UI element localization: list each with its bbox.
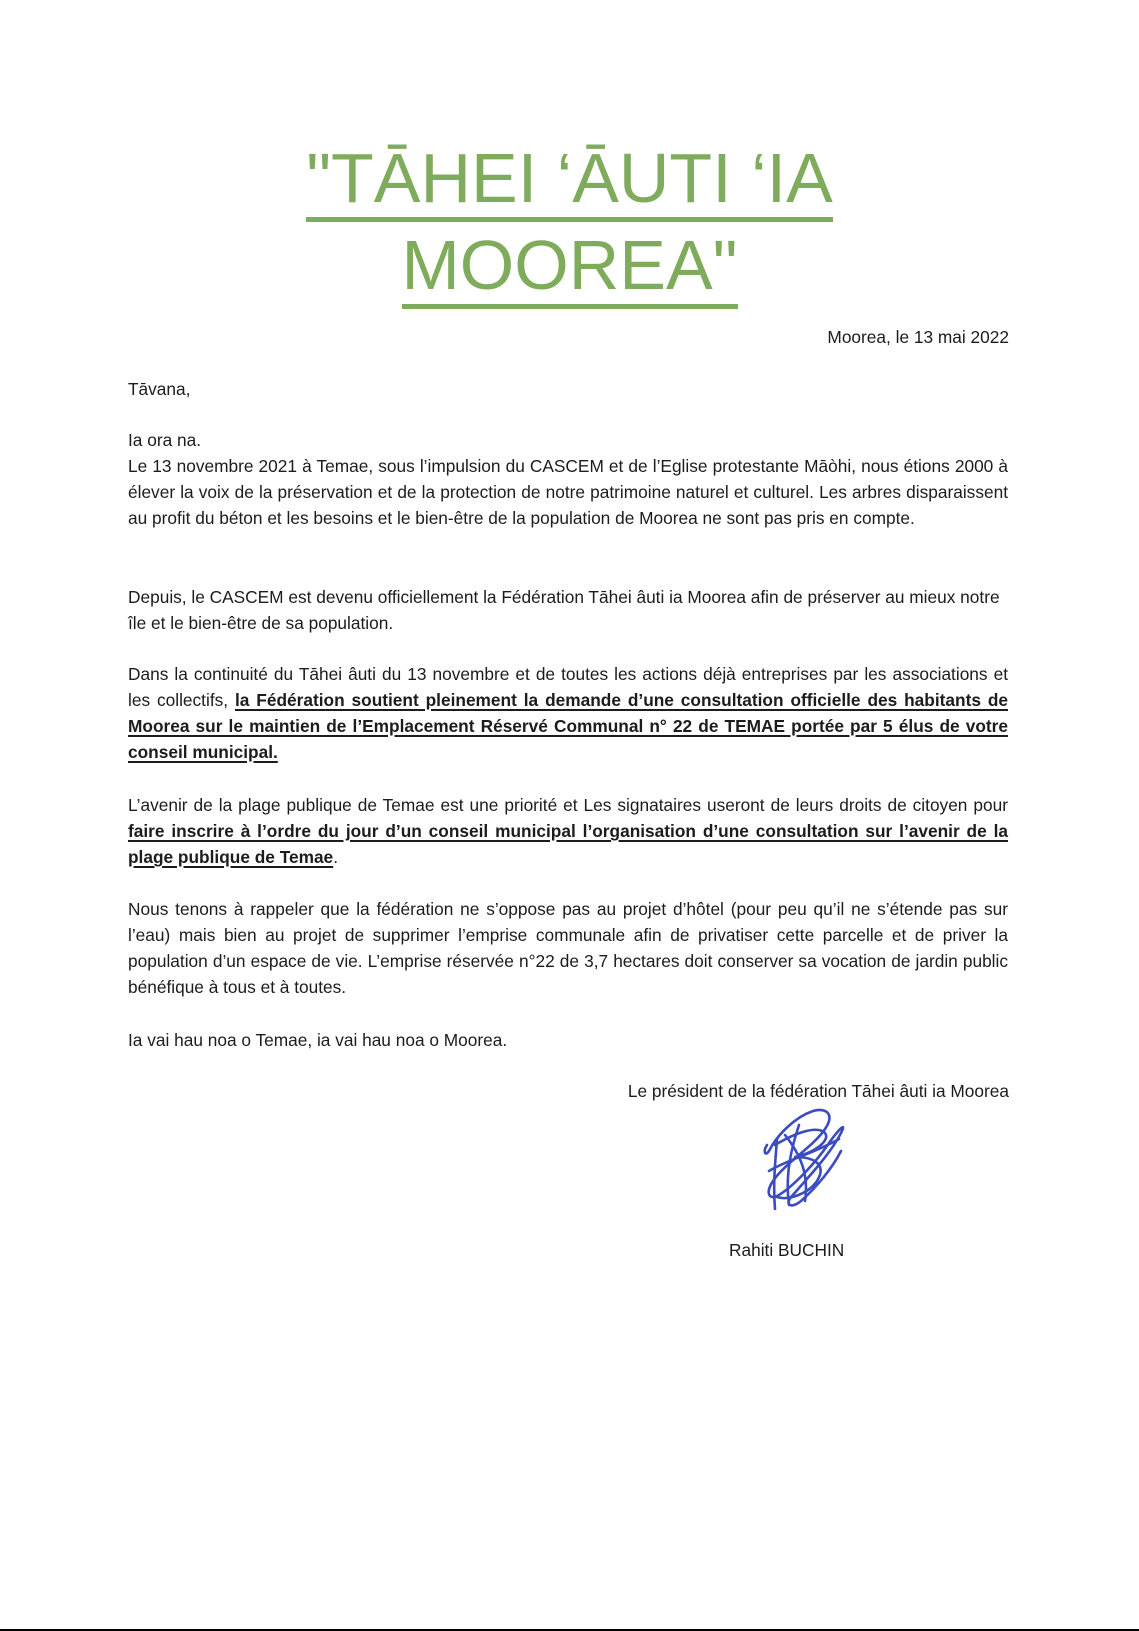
paragraph-4 — [128, 792, 1008, 870]
paragraph-4-end: . — [333, 847, 338, 867]
paragraph-5: Nous tenons à rappeler que la fédération ne s’oppose pas au projet d’hôtel (pour peu qu’il ne s’étende pas sur l’eau) mais bien au projet de supprimer l’emprise communale afin de privatiser cette parcelle et de priver la population d’un espace de vie. L’emprise réservée n°22 de 3,7 hectares doit conserver sa vocation de jardin public bénéfique à tous et à toutes. — [128, 899, 1008, 997]
paragraph-3 — [128, 661, 1008, 765]
paragraph-2: Depuis, le CASCEM est devenu officiellement la Fédération Tāhei âuti ia Moorea afin de préserver au mieux notre île et le bien-être de sa population. — [128, 587, 1000, 633]
paragraph-3-emphasis: la Fédération soutient pleinement la demande d’une consultation officielle des habitants de Moorea sur le maintien de l’Emplacement Réservé Communal n° 22 de TEMAE portée par 5 élus de votre conseil municipal. — [128, 690, 1009, 762]
greeting: Ia ora na. — [128, 430, 202, 450]
signature-icon — [755, 1105, 855, 1225]
paragraph-4-emphasis: faire inscrire à l’ordre du jour d’un conseil municipal l’organisation d’une consultation sur l’avenir de la plage publique de Temae — [128, 821, 1008, 867]
closing-line: Ia vai hau noa o Temae, ia vai hau noa o Moorea. — [128, 1030, 508, 1050]
paragraph-4-intro: L’avenir de la plage publique de Temae est une priorité et Les signataires useront de leurs droits de citoyen pour — [128, 795, 1008, 815]
title-line-2: MOOREA" — [402, 226, 738, 309]
letter-title — [0, 138, 1139, 309]
signer-name: Rahiti BUCHIN — [729, 1240, 845, 1260]
letter-date: Moorea, le 13 mai 2022 — [827, 327, 1009, 347]
signoff: Le président de la fédération Tāhei âuti ia Moorea — [627, 1081, 1009, 1101]
paragraph-1: Le 13 novembre 2021 à Temae, sous l’impulsion du CASCEM et de l’Eglise protestante Māòhi, nous étions 2000 à élever la voix de la préservation et de la protection de notre patrimoine naturel et culturel. Les arbres disparaissent au profit du béton et les besoins et le bien-être de la population de Moorea ne sont pas pris en compte. — [128, 456, 1008, 528]
title-line-1: "TĀHEI ‘ĀUTI ‘IA — [306, 139, 833, 222]
salutation: Tāvana, — [128, 379, 191, 399]
paragraph-3-intro: Dans la continuité du Tāhei âuti du 13 novembre et de toutes les actions déjà entreprises par les associations et les collectifs, — [128, 664, 1008, 710]
